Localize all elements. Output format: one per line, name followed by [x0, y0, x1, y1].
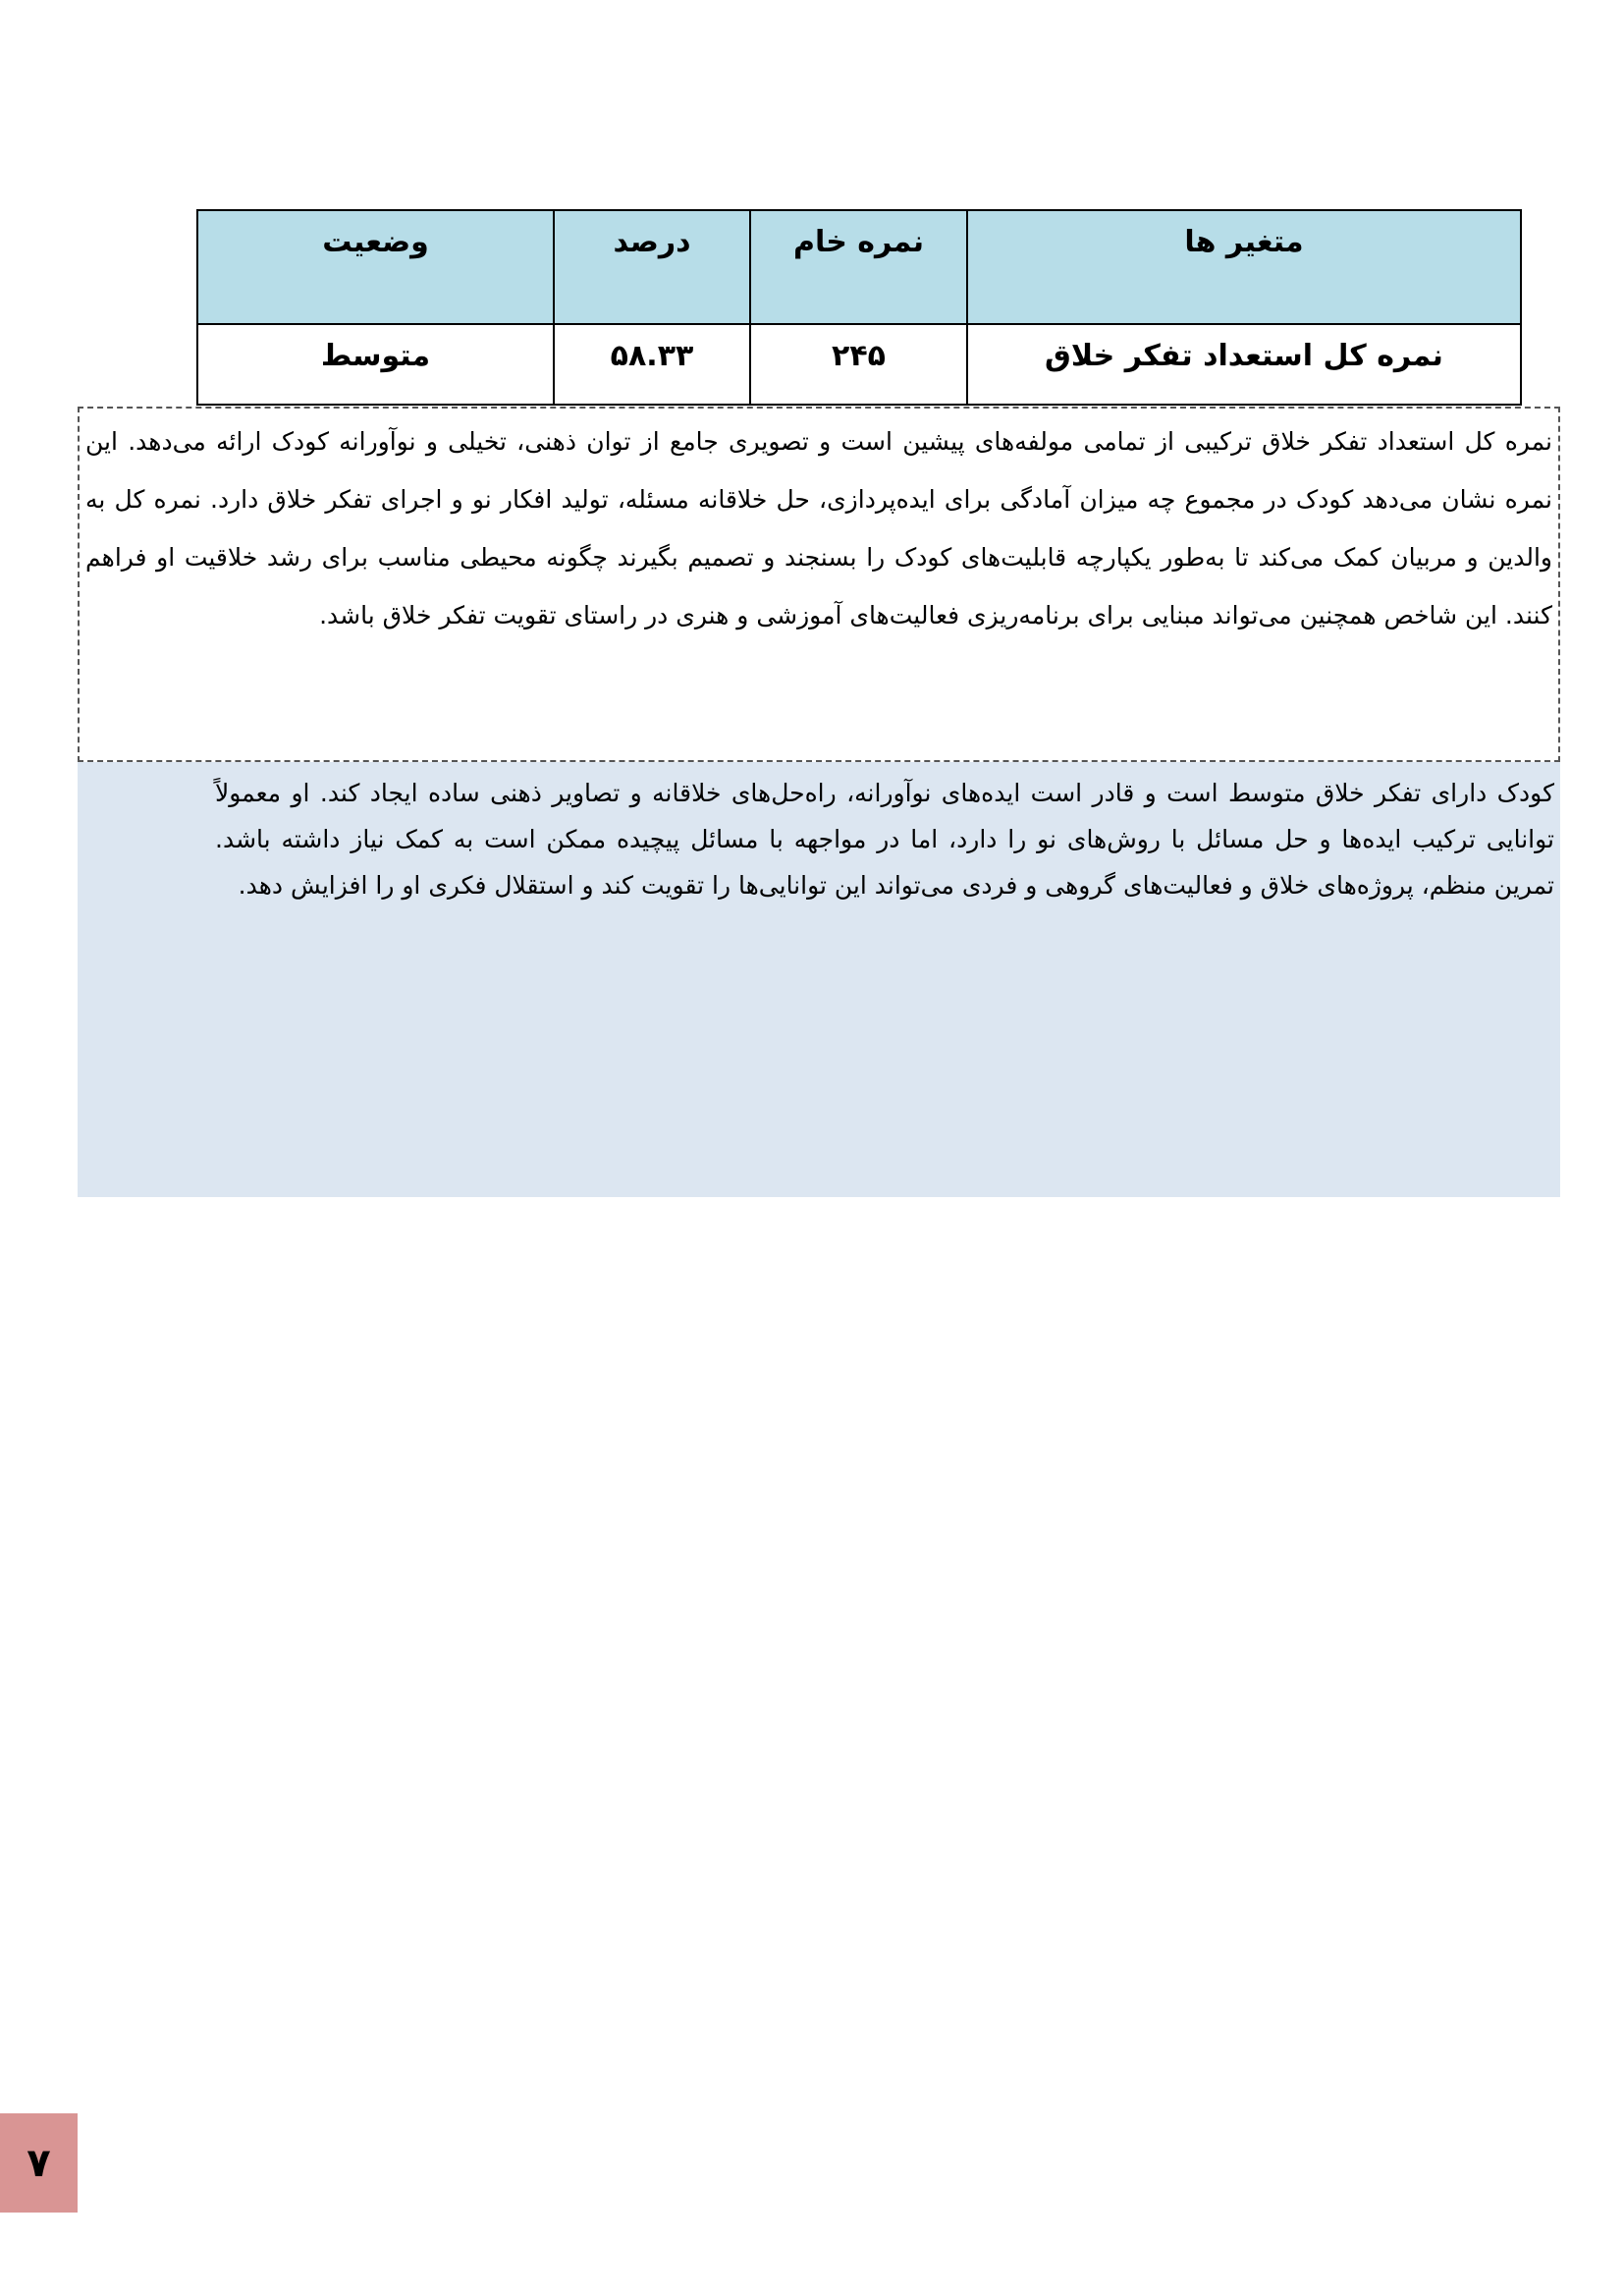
header-variable: متغیر ها	[967, 210, 1521, 324]
description-box	[78, 407, 1560, 762]
header-percent: درصد	[554, 210, 750, 324]
cell-percent: ۵۸.۳۳	[554, 324, 750, 405]
cell-raw-score: ۲۴۵	[750, 324, 967, 405]
table-row	[197, 324, 1521, 405]
score-table	[196, 209, 1522, 406]
header-status: وضعیت	[197, 210, 554, 324]
cell-variable: نمره کل استعداد تفکر خلاق	[967, 324, 1521, 405]
page-number: ۷	[27, 2140, 51, 2186]
page-number-box	[0, 2113, 78, 2213]
interpretation-box	[78, 762, 1560, 1197]
description-text: نمره کل استعداد تفکر خلاق ترکیبی از تمامی مولفه‌های پیشین است و تصویری جامع از توان ذهنی، تخیلی و نوآورانه کودک ارائه می‌دهد. این نمره نشان می‌دهد کودک در مجموع چه میزان آمادگی برای ایده‌پردازی، حل خلاقانه مسئله، تولید افکار نو و اجرای تفکر خلاق دارد. نمره کل به والدین و مربیان کمک می‌کند تا به‌طور یکپارچه قابلیت‌های کودک را بسنجند و تصمیم بگیرند چگونه محیطی مناسب برای رشد خلاقیت او فراهم کنند. این شاخص همچنین می‌تواند مبنایی برای برنامه‌ریزی فعالیت‌های آموزشی و هنری در راستای تقویت تفکر خلاق باشد.	[85, 427, 1552, 629]
cell-status: متوسط	[197, 324, 554, 405]
table-header-row	[197, 210, 1521, 324]
interpretation-text: کودک دارای تفکر خلاق متوسط است و قادر است ایده‌های نوآورانه، راه‌حل‌های خلاقانه و تصاویر ذهنی ساده ایجاد کند. او معمولاً توانایی ترکیب ایده‌ها و حل مسائل با روش‌های نو را دارد، اما در مواجهه با مسائل پیچیده ممکن است به کمک نیاز داشته باشد. تمرین منظم، پروژه‌های خلاق و فعالیت‌های گروهی و فردی می‌تواند این توانایی‌ها را تقویت کند و استقلال فکری او را افزایش دهد.	[215, 779, 1554, 900]
header-raw-score: نمره خام	[750, 210, 967, 324]
